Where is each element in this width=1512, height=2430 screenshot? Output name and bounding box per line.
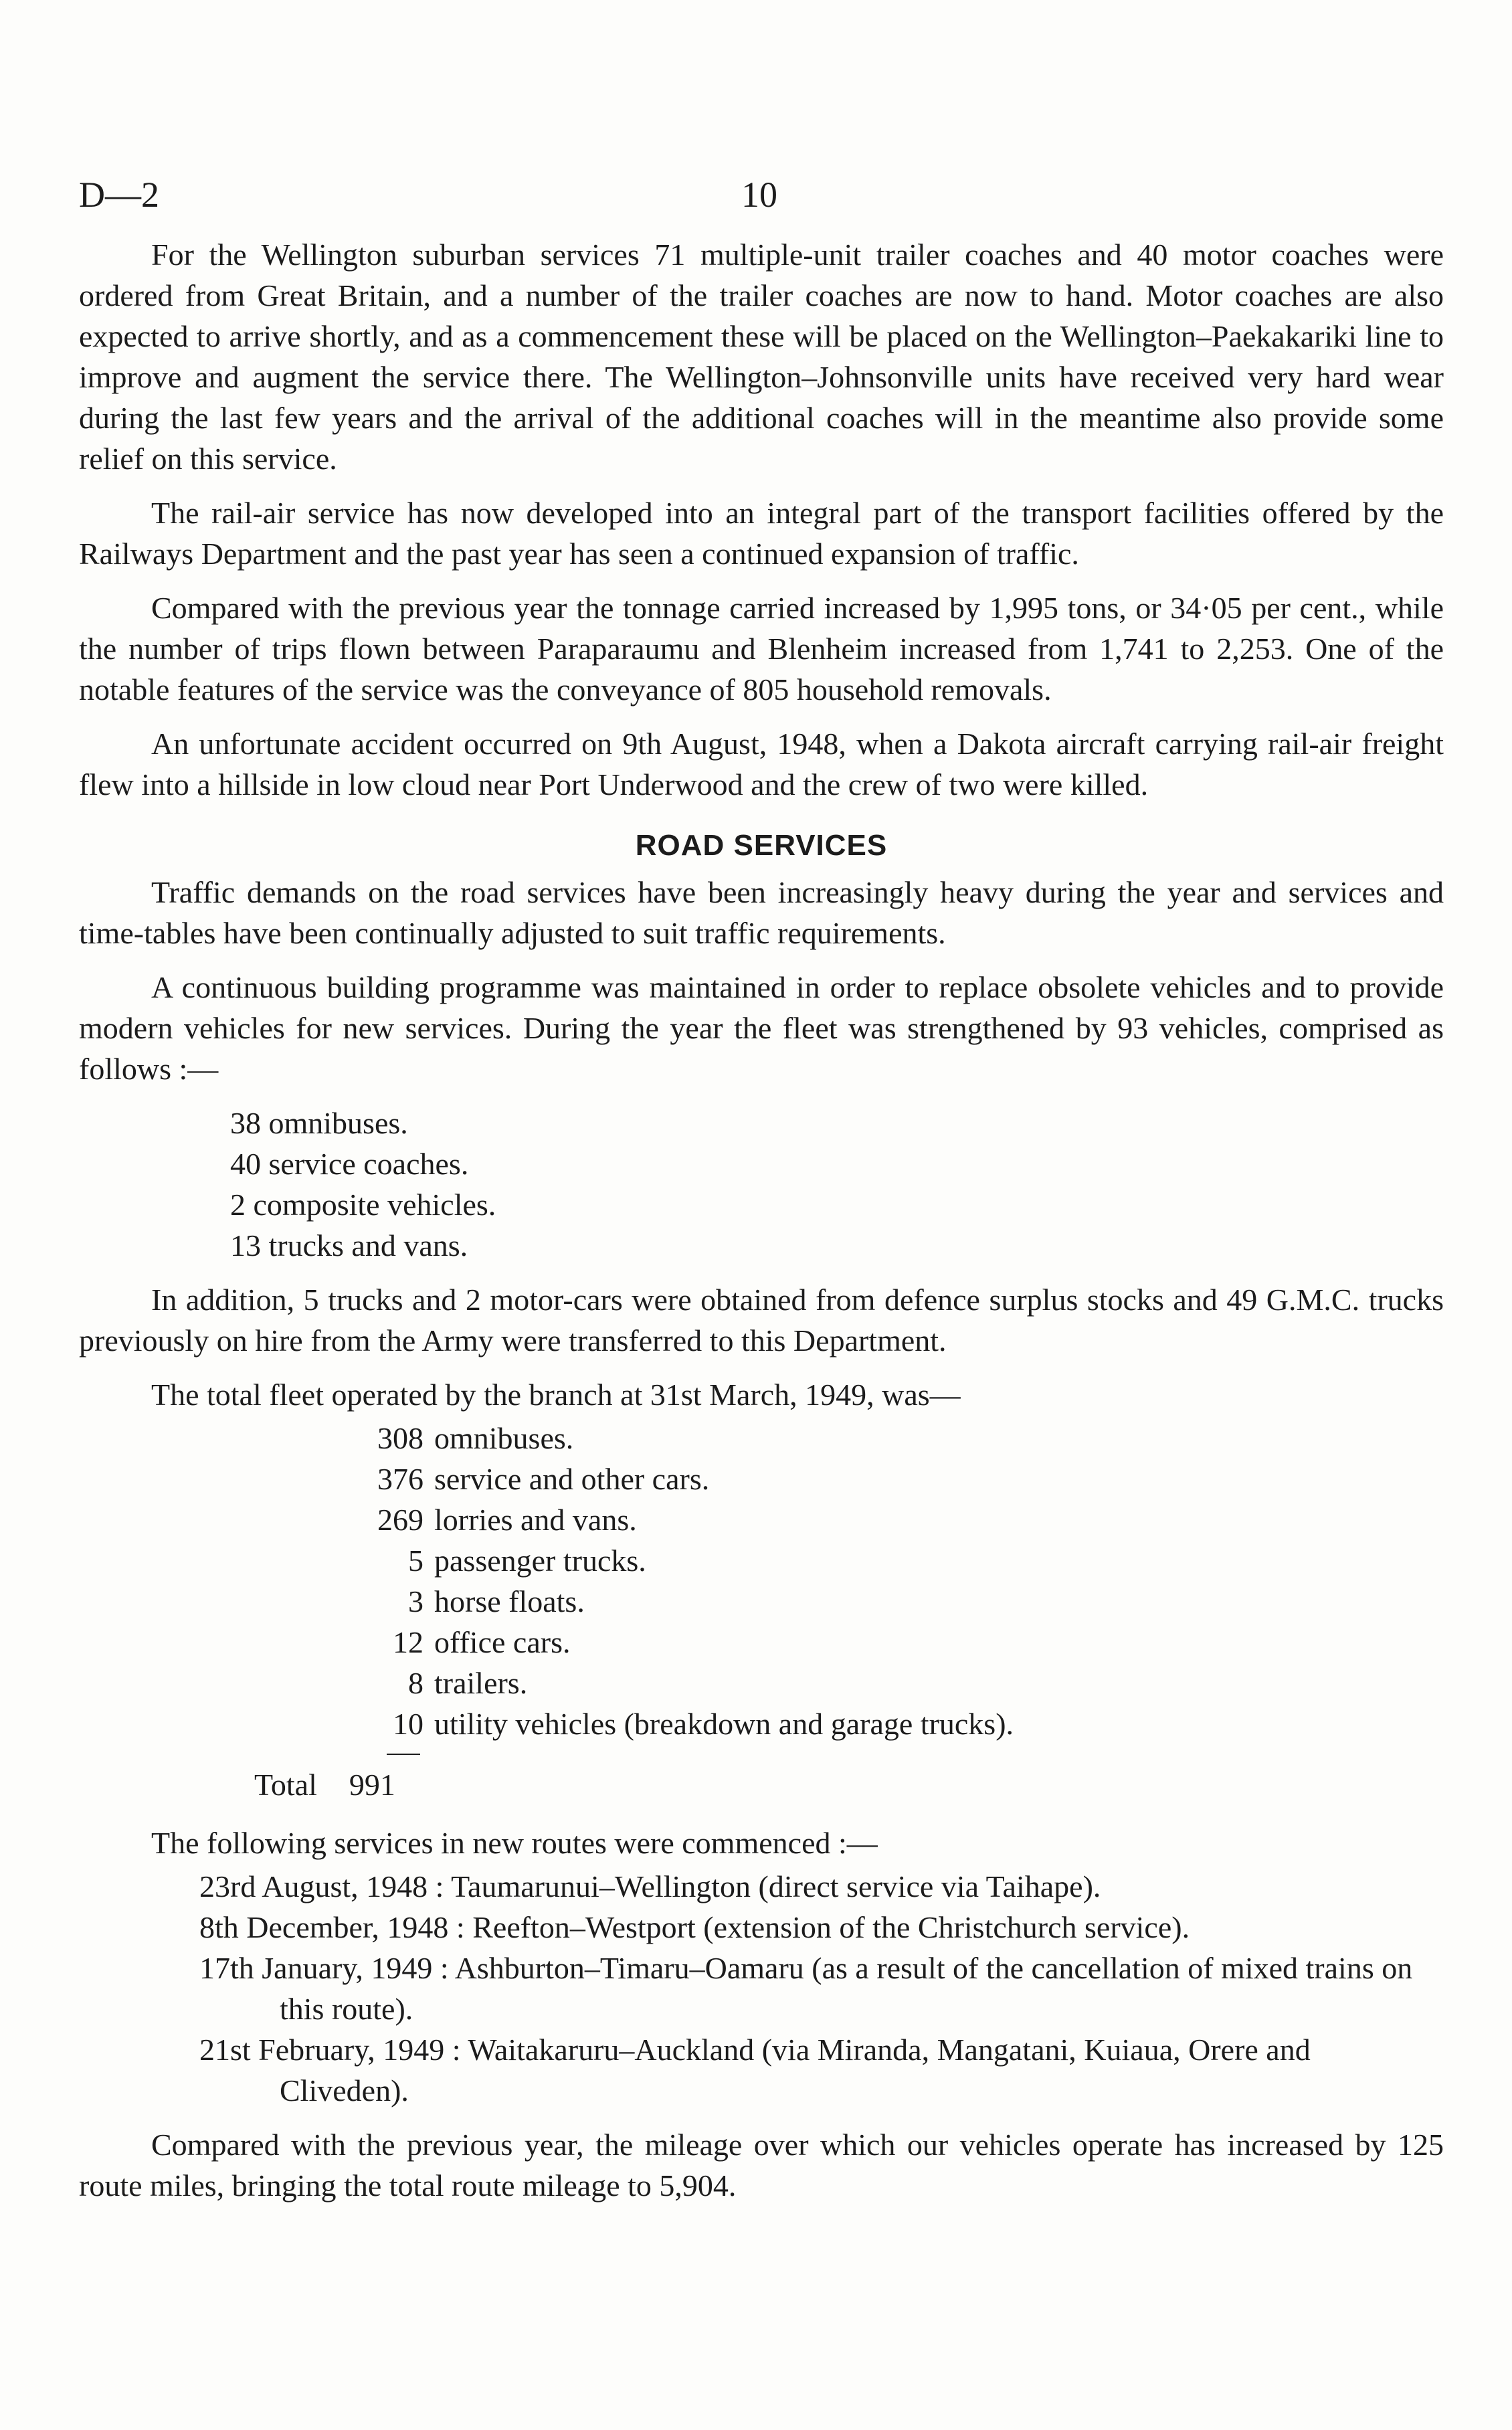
total-divider [387, 1754, 420, 1755]
route-item [79, 1866, 1444, 1907]
fleet-count: 269 [377, 1503, 423, 1537]
fleet-item [360, 1703, 1444, 1744]
route-date: 21st February, 1949 : [199, 2033, 461, 2067]
paragraph-suburban-coaches: For the Wellington suburban services 71 multiple-unit trailer coaches and 40 motor coaches were ordered from Great Britain, and a number of the trailer coaches are now to hand. Motor coaches are also expected to arrive shortly, and as a commencement these will be placed on the Wellington–Paekakariki line to improve and augment the service there. The Wellington–Johnsonville units have received very hard wear during the last few years and the arrival of the additional coaches will in the meantime also provide some relief on this service. [79, 238, 1444, 476]
fleet-description: office cars. [434, 1625, 571, 1659]
paragraph-accident: An unfortunate accident occurred on 9th August, 1948, when a Dakota aircraft carrying rail-air freight flew into a hillside in low cloud near Port Underwood and the crew of two were killed. [79, 727, 1444, 802]
fleet-item [360, 1622, 1444, 1663]
route-description: Ashburton–Timaru–Oamaru (as a result of the cancellation of mixed trains on this route). [280, 1951, 1413, 2026]
fleet-item [360, 1540, 1444, 1581]
fleet-description: omnibuses. [434, 1421, 574, 1455]
fleet-total-label: Total [254, 1768, 317, 1802]
paragraph-routes-intro: The following services in new routes were commenced :— [151, 1826, 878, 1860]
route-date: 23rd August, 1948 : [199, 1869, 444, 1903]
list-item: 2 composite vehicles. [230, 1188, 496, 1222]
fleet-item [360, 1499, 1444, 1540]
route-description: Taumarunui–Wellington (direct service via Taihape). [451, 1869, 1101, 1903]
list-item: 40 service coaches. [230, 1147, 469, 1181]
fleet-total-value: 991 [349, 1768, 395, 1802]
page-header [79, 174, 1444, 234]
paragraph-route-mileage: Compared with the previous year, the mileage over which our vehicles operate has increased by 125 route miles, bringing the total route mileage to 5,904. [79, 2128, 1444, 2203]
fleet-description: lorries and vans. [434, 1503, 637, 1537]
fleet-item [360, 1581, 1444, 1622]
fleet-count: 3 [408, 1584, 423, 1618]
list-item: 13 trucks and vans. [230, 1228, 468, 1263]
paragraph-fleet-intro: The total fleet operated by the branch at 31st March, 1949, was— [151, 1378, 961, 1412]
total-rule-row [360, 1744, 1444, 1764]
fleet-item [360, 1459, 1444, 1499]
fleet-count: 8 [408, 1666, 423, 1700]
fleet-total [254, 1764, 1444, 1805]
fleet-count: 10 [393, 1707, 423, 1741]
fleet-description: service and other cars. [434, 1462, 710, 1496]
fleet-description: utility vehicles (breakdown and garage trucks). [434, 1707, 1014, 1741]
fleet-count: 5 [408, 1544, 423, 1578]
page-number: 10 [741, 175, 777, 215]
fleet-count: 308 [377, 1421, 423, 1455]
route-item [79, 2029, 1444, 2111]
fleet-description: horse floats. [434, 1584, 585, 1618]
document-reference: D—2 [79, 175, 159, 215]
paragraph-building-programme: A continuous building programme was maintained in order to replace obsolete vehicles and to provide modern vehicles for new services. During the year the fleet was strengthened by 93 vehicles, comprised as follows :— [79, 970, 1444, 1086]
new-routes-list [79, 1866, 1444, 2111]
fleet-list [360, 1418, 1444, 1744]
fleet-item [360, 1663, 1444, 1703]
fleet-count: 376 [377, 1462, 423, 1496]
route-item [79, 1907, 1444, 1948]
paragraph-rail-air-service: The rail-air service has now developed into an integral part of the transport facilities offered by the Railways Department and the past year has seen a continued expansion of traffic. [79, 496, 1444, 571]
paragraph-addition: In addition, 5 trucks and 2 motor-cars were obtained from defence surplus stocks and 49 G.M.C. trucks previously on hire from the Army were transferred to this Department. [79, 1283, 1444, 1358]
route-date: 17th January, 1949 : [199, 1951, 449, 1985]
new-vehicles-list [230, 1103, 1444, 1266]
fleet-description: trailers. [434, 1666, 528, 1700]
fleet-count: 12 [393, 1625, 423, 1659]
route-item [79, 1948, 1444, 2029]
paragraph-tonnage: Compared with the previous year the tonnage carried increased by 1,995 tons, or 34·05 per cent., while the number of trips flown between Paraparaumu and Blenheim increased from 1,741 to 2,253. One of the notable features of the service was the conveyance of 805 household removals. [79, 591, 1444, 707]
fleet-item [360, 1418, 1444, 1459]
route-description: Waitakaruru–Auckland (via Miranda, Mangatani, Kuiaua, Orere and Cliveden). [280, 2033, 1311, 2108]
paragraph-traffic-demands: Traffic demands on the road services have been increasingly heavy during the year and services and time-tables have been continually adjusted to suit traffic requirements. [79, 875, 1444, 950]
document-page [79, 174, 1444, 2219]
fleet-description: passenger trucks. [434, 1544, 646, 1578]
section-title: ROAD SERVICES [635, 829, 888, 862]
route-date: 8th December, 1948 : [199, 1910, 465, 1944]
list-item: 38 omnibuses. [230, 1106, 408, 1140]
route-description: Reefton–Westport (extension of the Christchurch service). [472, 1910, 1190, 1944]
